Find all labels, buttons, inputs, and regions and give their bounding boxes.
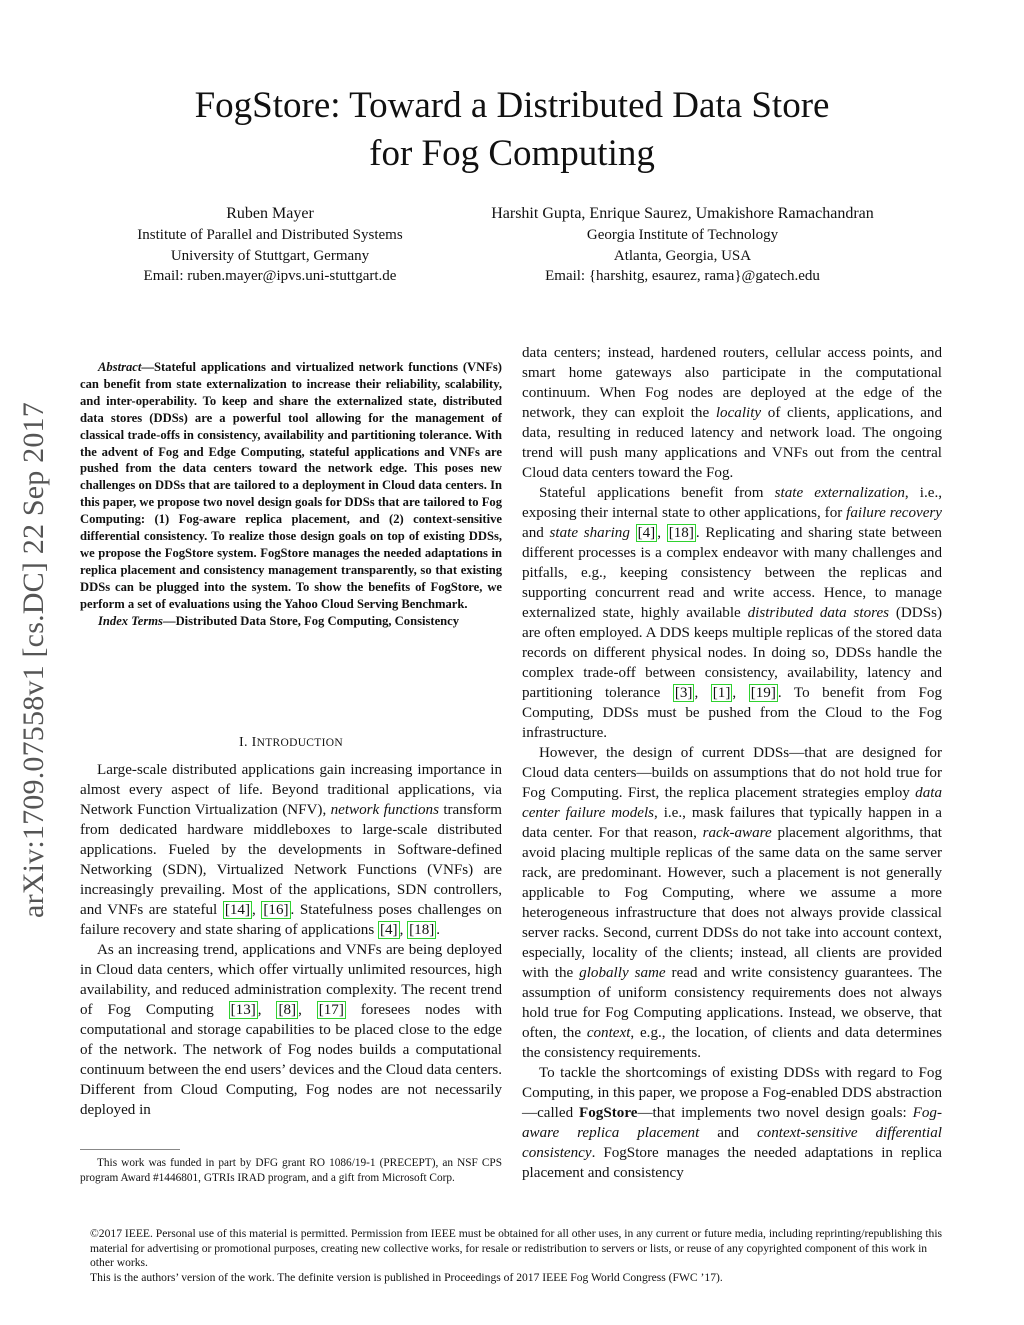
paragraph: To tackle the shortcomings of existing DDSs with regard to Fog Computing, in this paper, we propose a Fog-enabled DDS abstraction—called FogStore—that implements two novel design goals: Fog-aware replica placement and context-sensitive differential consistency. FogStore manages the needed adaptations in replica placement and consistency [522, 1065, 942, 1181]
copyright-notice [90, 1227, 950, 1285]
citation-link[interactable]: [18] [409, 922, 435, 938]
citation-link[interactable]: [18] [668, 525, 694, 541]
author-email: Email: {harshitg, esaurez, rama}@gatech.edu [545, 268, 820, 284]
paragraph: data centers; instead, hardened routers, cellular access points, and smart home gateways also participate in the computational continuum. When Fog nodes are deployed at the edge of the network, they can exploit the locality of clients, applications, and data, resulting in reduced latency and network load. The ongoing trend will push many applications and VNFs out from the central Cloud data centers toward the Fog. [522, 345, 942, 481]
author-block-left [100, 204, 440, 287]
citation-link[interactable]: [14] [224, 902, 250, 918]
paragraph: However, the design of current DDSs—that are designed for Cloud data centers—builds on assumptions that do not hold true for Fog Computing. First, the replica placement strategies employ data center failure models, i.e., mask failures that typically happen in a data center. For that reason, rack-aware placement algorithms, that avoid placing multiple replicas of the same data on the same server rack, are predominant. However, such a placement is not generally applicable to Fog Computing, where we assume a more heterogeneous infrastructure that does not always provide classical server racks. Second, current DDSs do not take into account context, especially, locality of the clients; instead, all clients are provided with the globally same read and write consistency guarantees. The assumption of uniform consistency requirements does not always hold true for Fog Computing applications. Instead, we observe, that often, the context, e.g., the location, of clients and data determines the consistency requirements. [522, 745, 942, 1061]
abstract-text: —Stateful applications and virtualized network functions (VNFs) can benefit from state externalization to increase their reliability, scalability, and inter-operability. To keep and share the externalized state, distributed data stores (DDSs) are a powerful tool allowing for the management of classical trade-offs in consistency, availability and partitioning tolerance. With the advent of Fog and Edge Computing, stateful applications and VNFs are pushed from the data centers toward the network edge. This poses new challenges on DDSs that are tailored to a deployment in Cloud data centers. In this paper, we propose two novel design goals for DDSs that are tailored to Fog Computing: (1) Fog-aware replica placement, and (2) context-sensitive differential consistency. To realize those design goals on top of existing DDSs, we propose the FogStore system. FogStore manages the needed adaptations in replica placement and consistency management transparently, so that existing DDSs can be plugged into the system. To show the benefits of FogStore, we perform a set of evaluations using the Yahoo Cloud Serving Benchmark. [80, 360, 502, 611]
citation-link[interactable]: [17] [318, 1002, 344, 1018]
citation-link[interactable]: [13] [230, 1002, 256, 1018]
author-affiliation: Georgia Institute of Technology [586, 227, 779, 243]
arxiv-id: arXiv:1709.07558v1 [cs.DC] 22 Sep 2017 [17, 402, 50, 918]
author-names: Harshit Gupta, Enrique Saurez, Umakishore Ramachandran [491, 205, 874, 222]
citation-link[interactable]: [16] [263, 902, 289, 918]
footnote-separator [80, 1149, 180, 1150]
citation-link[interactable]: [4] [637, 525, 656, 541]
citation-link[interactable]: [4] [379, 922, 398, 938]
paragraph: Large-scale distributed applications gain increasing importance in almost every aspect of life. Beyond traditional applications, via Network Function Virtualization (NFV), network functions transform from dedicated hardware middleboxes to large-scale distributed applications. Fueled by the developments in Software-defined Networking (SDN), Virtualized Network Functions (VNFs) are increasingly prevailing. Most of the applications, SDN controllers, and VNFs are stateful [14] , [16] . Statefulness poses challenges on failure recovery and state sharing of applications [4] , [18] . [80, 762, 502, 938]
section-heading: I. INTRODUCTION [239, 735, 343, 750]
citation-link[interactable]: [19] [750, 685, 776, 701]
author-name: Ruben Mayer [226, 205, 314, 222]
copyright-text: ©2017 IEEE. Personal use of this material is permitted. Permission from IEEE must be obtained for all other uses, in any current or future media, including reprinting/republishing this material for advertising or promotional purposes, creating new collective works, for resale or redistribution to servers or lists, or reuse of any copyrighted component of this work in other works. [90, 1227, 943, 1270]
title-line-2: for Fog Computing [369, 133, 655, 174]
version-note: This is the authors’ version of the work. The definite version is published in Proceedings of 2017 IEEE Fog World Congress (FWC ’17). [90, 1270, 723, 1284]
citation-link[interactable]: [3] [674, 685, 693, 701]
author-affiliation: Atlanta, Georgia, USA [613, 247, 752, 264]
abstract-label: Abstract [98, 360, 142, 374]
paragraph: Stateful applications benefit from state externalization, i.e., exposing their internal state to other applications, for failure recovery and state sharing [4] , [18] . Replicating and sharing state between different processes is a complex endeavor with many challenges and pitfalls, e.g., keeping consistency between the replicas and supporting concurrent read and write access. Hence, to manage externalized state, highly available distributed data stores (DDSs) are often employed. A DDS keeps multiple replicas of the stored data records on different physical nodes. In doing so, DDSs handle the complex trade-off between consistency, availability, latency and partitioning tolerance [3] , [1] , [19] . To benefit from Fog Computing, DDSs must be pushed from the Cloud to the Fog infrastructure. [522, 485, 943, 741]
paper-title [100, 82, 924, 178]
citation-link[interactable]: [1] [712, 685, 731, 701]
intro-left-column [80, 760, 502, 1120]
index-terms-label: Index Terms [98, 613, 163, 628]
title-line-1: FogStore: Toward a Distributed Data Store [194, 85, 830, 126]
footnote: This work was funded in part by DFG grant RO 1086/19-1 (PRECEPT), an NSF CPS program Award #1446801, GTRIs IRAD program, and a gift from Microsoft Corp. [80, 1157, 502, 1184]
arxiv-sidebar-stamp [14, 360, 54, 960]
author-affiliation: University of Stuttgart, Germany [170, 247, 370, 264]
author-block-right [440, 204, 925, 287]
citation-link[interactable]: [8] [278, 1002, 297, 1018]
index-terms-text: —Distributed Data Store, Fog Computing, Consistency [162, 613, 460, 628]
author-email: Email: ruben.mayer@ipvs.uni-stuttgart.de [143, 268, 397, 284]
right-column [522, 343, 942, 1183]
abstract [80, 359, 502, 630]
author-affiliation: Institute of Parallel and Distributed Systems [137, 227, 403, 243]
paragraph: As an increasing trend, applications and VNFs are being deployed in Cloud data centers, which offer virtually unlimited resources, high availability, and reduced administration complexity. The recent trend of Fog Computing [13] , [8] , [17] foresees nodes with computational and storage capabilities to be placed close to the edge of the network. The network of Fog nodes builds a computational continuum between the end users’ devices and the Cloud data centers. Different from Cloud Computing, Fog nodes are not necessarily deployed in [80, 942, 503, 1118]
